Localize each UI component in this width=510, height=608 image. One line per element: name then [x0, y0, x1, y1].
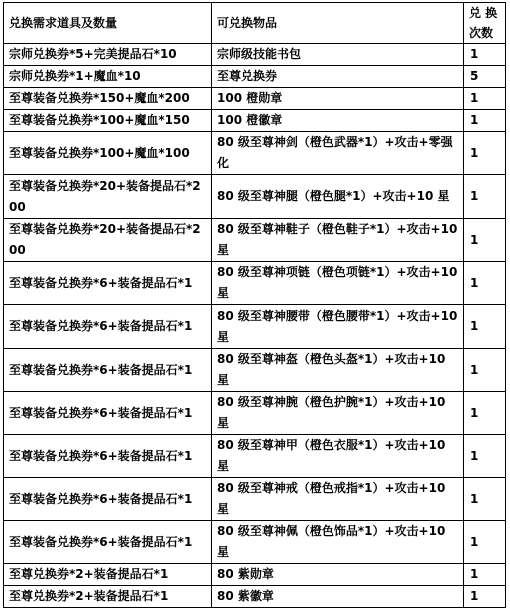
- exchange-count-cell: 1: [464, 219, 506, 262]
- exchange-count-cell: 1: [464, 110, 506, 132]
- required-items-cell: 至尊装备兑换券*150+魔血*200: [4, 88, 212, 110]
- exchangeable-item-cell: 80 级至尊神甲（橙色衣服*1）+攻击+10 星: [212, 435, 464, 478]
- exchangeable-item-cell: 80 级至尊神戒（橙色戒指*1）+攻击+10 星: [212, 478, 464, 521]
- exchangeable-item-cell: 100 橙勋章: [212, 88, 464, 110]
- exchange-count-cell: 1: [464, 478, 506, 521]
- table-row: [4, 44, 506, 66]
- required-items-cell: 宗师兑换券*5+完美提品石*10: [4, 44, 212, 66]
- table-row: [4, 349, 506, 392]
- exchange-count-cell: 1: [464, 435, 506, 478]
- exchangeable-item-cell: 80 级至尊神鞋子（橙色鞋子*1）+攻击+10 星: [212, 219, 464, 262]
- table-row: [4, 435, 506, 478]
- table-row: [4, 88, 506, 110]
- required-items-cell: 至尊装备兑换券*6+装备提品石*1: [4, 478, 212, 521]
- table-row: [4, 305, 506, 349]
- required-items-cell: 宗师兑换券*1+魔血*10: [4, 66, 212, 88]
- required-items-cell: 至尊装备兑换券*100+魔血*150: [4, 110, 212, 132]
- required-items-cell: 至尊兑换券*2+装备提品石*1: [4, 586, 212, 608]
- required-items-cell: 至尊装备兑换券*6+装备提品石*1: [4, 435, 212, 478]
- table-row: [4, 132, 506, 175]
- exchange-count-cell: 1: [464, 392, 506, 435]
- table-row: [4, 564, 506, 586]
- required-items-cell: 至尊装备兑换券*6+装备提品石*1: [4, 349, 212, 392]
- exchange-count-cell: 1: [464, 44, 506, 66]
- required-items-cell: 至尊装备兑换券*20+装备提品石*200: [4, 219, 212, 262]
- exchangeable-item-cell: 80 级至尊神腕（橙色护腕*1）+攻击+10 星: [212, 392, 464, 435]
- table-row: [4, 66, 506, 88]
- exchange-count-cell: 1: [464, 175, 506, 219]
- exchange-count-cell: 1: [464, 305, 506, 349]
- exchange-count-cell: 1: [464, 132, 506, 175]
- exchangeable-item-cell: 80 级至尊神盔（橙色头盔*1）+攻击+10 星: [212, 349, 464, 392]
- header-exchange-count: 兑 换 次数: [464, 3, 506, 44]
- exchangeable-item-cell: 80 紫勋章: [212, 564, 464, 586]
- exchangeable-item-cell: 80 级至尊神佩（橙色饰品*1）+攻击+10 星: [212, 521, 464, 564]
- required-items-cell: 至尊装备兑换券*20+装备提品石*200: [4, 175, 212, 219]
- table-header-row: [4, 3, 506, 44]
- table-row: [4, 521, 506, 564]
- required-items-cell: 至尊兑换券*2+装备提品石*1: [4, 564, 212, 586]
- exchange-count-cell: 1: [464, 349, 506, 392]
- table-row: [4, 219, 506, 262]
- exchange-count-cell: 1: [464, 586, 506, 608]
- exchange-count-cell: 1: [464, 262, 506, 305]
- header-required-items: 兑换需求道具及数量: [4, 3, 212, 44]
- exchangeable-item-cell: 至尊兑换券: [212, 66, 464, 88]
- table-row: [4, 478, 506, 521]
- table-row: [4, 392, 506, 435]
- required-items-cell: 至尊装备兑换券*6+装备提品石*1: [4, 262, 212, 305]
- exchangeable-item-cell: 100 橙徽章: [212, 110, 464, 132]
- exchangeable-item-cell: 80 级至尊神腰带（橙色腰带*1）+攻击+10 星: [212, 305, 464, 349]
- exchangeable-item-cell: 80 级至尊神项链（橙色项链*1）+攻击+10 星: [212, 262, 464, 305]
- table-row: [4, 262, 506, 305]
- exchange-count-cell: 5: [464, 66, 506, 88]
- required-items-cell: 至尊装备兑换券*6+装备提品石*1: [4, 392, 212, 435]
- required-items-cell: 至尊装备兑换券*100+魔血*100: [4, 132, 212, 175]
- table-row: [4, 175, 506, 219]
- exchange-count-cell: 1: [464, 564, 506, 586]
- exchange-count-cell: 1: [464, 521, 506, 564]
- required-items-cell: 至尊装备兑换券*6+装备提品石*1: [4, 305, 212, 349]
- table-row: [4, 586, 506, 608]
- exchangeable-item-cell: 80 紫徽章: [212, 586, 464, 608]
- exchange-count-cell: 1: [464, 88, 506, 110]
- exchange-table: [3, 2, 506, 608]
- exchangeable-item-cell: 宗师级技能书包: [212, 44, 464, 66]
- header-exchangeable-items: 可兑换物品: [212, 3, 464, 44]
- exchangeable-item-cell: 80 级至尊神剑（橙色武器*1）+攻击+零强化: [212, 132, 464, 175]
- required-items-cell: 至尊装备兑换券*6+装备提品石*1: [4, 521, 212, 564]
- table-row: [4, 110, 506, 132]
- exchangeable-item-cell: 80 级至尊神腿（橙色腿*1）+攻击+10 星: [212, 175, 464, 219]
